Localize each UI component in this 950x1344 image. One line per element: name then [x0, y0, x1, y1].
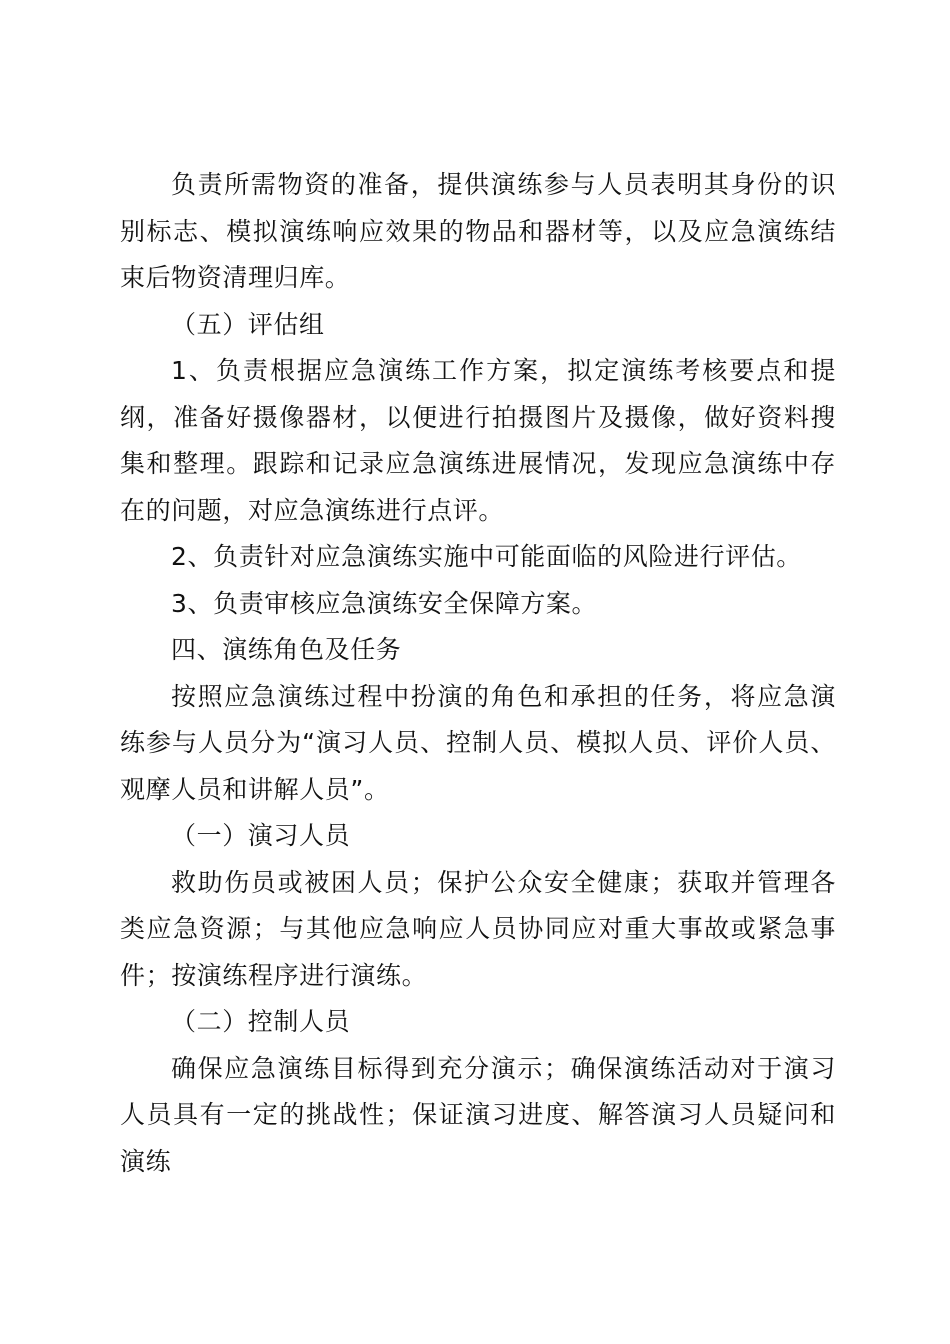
paragraph-exercise-personnel: 救助伤员或被困人员；保护公众安全健康；获取并管理各类应急资源；与其他应急响应人员协同应对重大事故或紧急事件；按演练程序进行演练。	[120, 867, 836, 990]
paragraph-roles-intro: 按照应急演练过程中扮演的角色和承担的任务，将应急演练参与人员分为“演习人员、控制人员、模拟人员、评价人员、观摩人员和讲解人员”。	[120, 681, 836, 804]
paragraph-control-personnel: 确保应急演练目标得到充分演示；确保演练活动对于演习人员具有一定的挑战性；保证演习进度、解答演习人员疑问和演练	[120, 1053, 836, 1176]
heading-control-personnel: （二）控制人员	[171, 1007, 351, 1036]
heading-exercise-personnel: （一）演习人员	[171, 821, 351, 850]
document-body	[120, 162, 836, 1185]
paragraph-evaluation-duty-2: 2、负责针对应急演练实施中可能面临的风险进行评估。	[171, 542, 802, 571]
heading-evaluation-group: （五）评估组	[171, 309, 325, 339]
paragraph-evaluation-duty-3: 3、负责审核应急演练安全保障方案。	[171, 588, 598, 618]
paragraph-supplies-duties: 负责所需物资的准备，提供演练参与人员表明其身份的识别标志、模拟演练响应效果的物品和器材等，以及应急演练结束后物资清理归库。	[120, 170, 836, 292]
paragraph-evaluation-duty-1: 1、负责根据应急演练工作方案，拟定演练考核要点和提纲，准备好摄像器材，以便进行拍摄图片及摄像，做好资料搜集和整理。跟踪和记录应急演练进展情况，发现应急演练中存在的问题，对应急演练进行点评。	[120, 356, 836, 525]
heading-roles-and-tasks: 四、演练角色及任务	[171, 635, 402, 664]
